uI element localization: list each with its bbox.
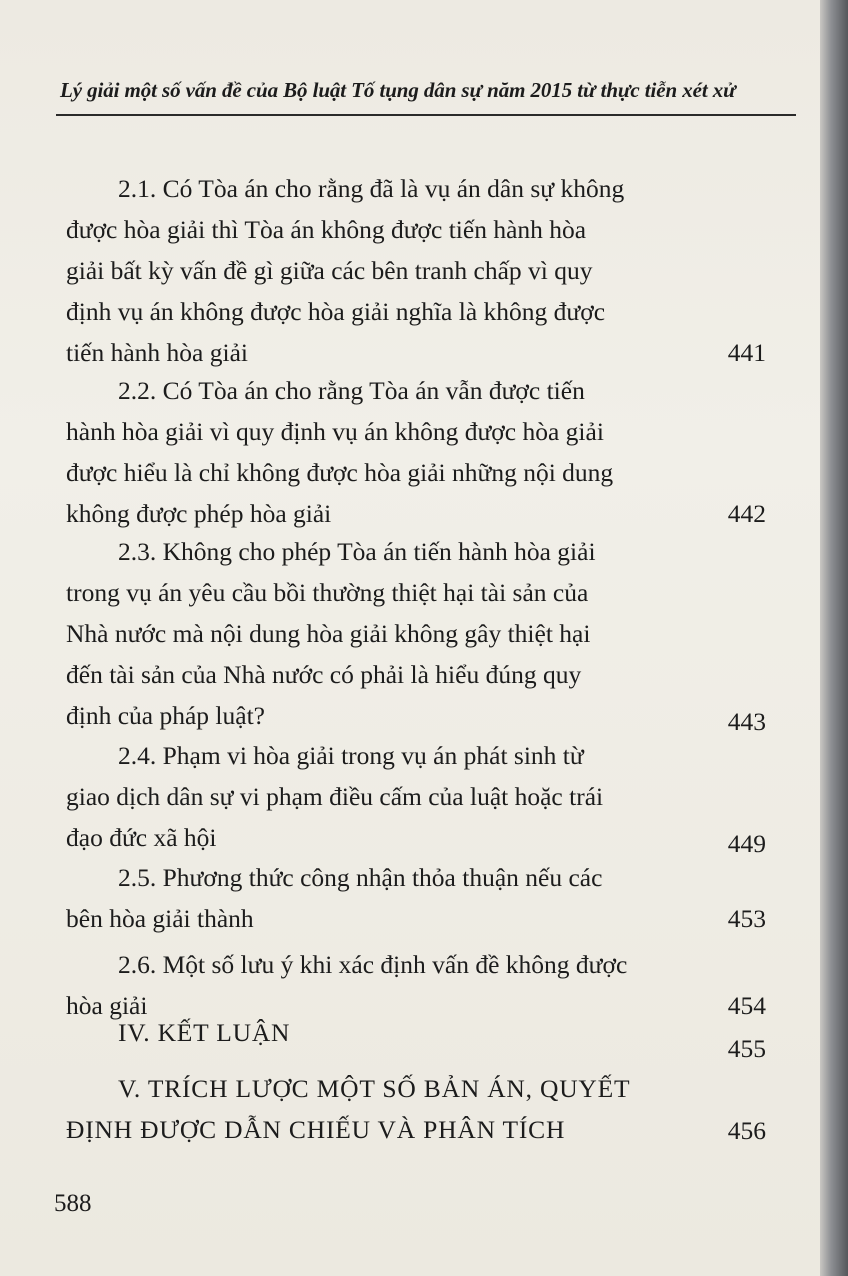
toc-page-number: 442 xyxy=(727,499,766,528)
toc-page-number: 453 xyxy=(727,904,766,933)
toc-line: 2.5. Phương thức công nhận thỏa thuận nếu các xyxy=(118,863,603,892)
toc-page-number: 456 xyxy=(727,1116,766,1145)
header-rule xyxy=(56,114,796,116)
toc-line: Nhà nước mà nội dung hòa giải không gây thiệt hại xyxy=(66,619,591,648)
toc-entry-2-3 xyxy=(66,531,766,736)
toc-line: V. TRÍCH LƯỢC MỘT SỐ BẢN ÁN, QUYẾT xyxy=(118,1074,631,1103)
toc-line: tiến hành hòa giải xyxy=(66,338,248,367)
toc-line: ĐỊNH ĐƯỢC DẪN CHIẾU VÀ PHÂN TÍCH xyxy=(66,1115,566,1144)
toc-page-number: 443 xyxy=(727,707,766,736)
toc-line: 2.4. Phạm vi hòa giải trong vụ án phát sinh từ xyxy=(118,741,584,770)
toc-line: giải bất kỳ vấn đề gì giữa các bên tranh chấp vì quy xyxy=(66,256,593,285)
toc-line: được hòa giải thì Tòa án không được tiến hành hòa xyxy=(66,215,587,244)
toc-page-number: 455 xyxy=(727,1034,766,1063)
toc-entry-2-5 xyxy=(66,857,766,939)
toc-line: 2.2. Có Tòa án cho rằng Tòa án vẫn được tiến xyxy=(118,376,585,405)
toc-page-number: 449 xyxy=(727,829,766,858)
toc-line: đến tài sản của Nhà nước có phải là hiểu đúng quy xyxy=(66,660,582,689)
toc-line: hòa giải xyxy=(66,991,148,1020)
running-head: Lý giải một số vấn đề của Bộ luật Tố tụng dân sự năm 2015 từ thực tiễn xét xử xyxy=(60,78,736,102)
toc-line: được hiểu là chỉ không được hòa giải những nội dung xyxy=(66,458,614,487)
toc-line: trong vụ án yêu cầu bồi thường thiệt hại tài sản của xyxy=(66,578,589,607)
toc-line: 2.6. Một số lưu ý khi xác định vấn đề không được xyxy=(118,950,628,979)
toc-line: IV. KẾT LUẬN xyxy=(118,1018,291,1047)
page-folio: 588 xyxy=(54,1190,92,1217)
toc-line: định vụ án không được hòa giải nghĩa là không được xyxy=(66,297,606,326)
toc-line: định của pháp luật? xyxy=(66,701,265,730)
toc-entry-2-2 xyxy=(66,370,766,534)
toc-line: không được phép hòa giải xyxy=(66,499,332,528)
next-page-edge xyxy=(820,0,848,1276)
toc-page-number: 441 xyxy=(727,338,766,367)
toc-entry-2-1 xyxy=(66,168,766,373)
toc-page-number: 454 xyxy=(727,991,766,1020)
toc-line: giao dịch dân sự vi phạm điều cấm của luật hoặc trái xyxy=(66,782,604,811)
toc-entry-v xyxy=(66,1068,766,1150)
toc-line: 2.3. Không cho phép Tòa án tiến hành hòa giải xyxy=(118,537,596,566)
toc-line: hành hòa giải vì quy định vụ án không được hòa giải xyxy=(66,417,604,446)
toc-line: bên hòa giải thành xyxy=(66,904,254,933)
toc-entry-iv xyxy=(66,1012,766,1063)
toc-line: 2.1. Có Tòa án cho rằng đã là vụ án dân sự không xyxy=(118,174,625,203)
toc-entry-2-4 xyxy=(66,735,766,858)
toc-line: đạo đức xã hội xyxy=(66,823,217,852)
